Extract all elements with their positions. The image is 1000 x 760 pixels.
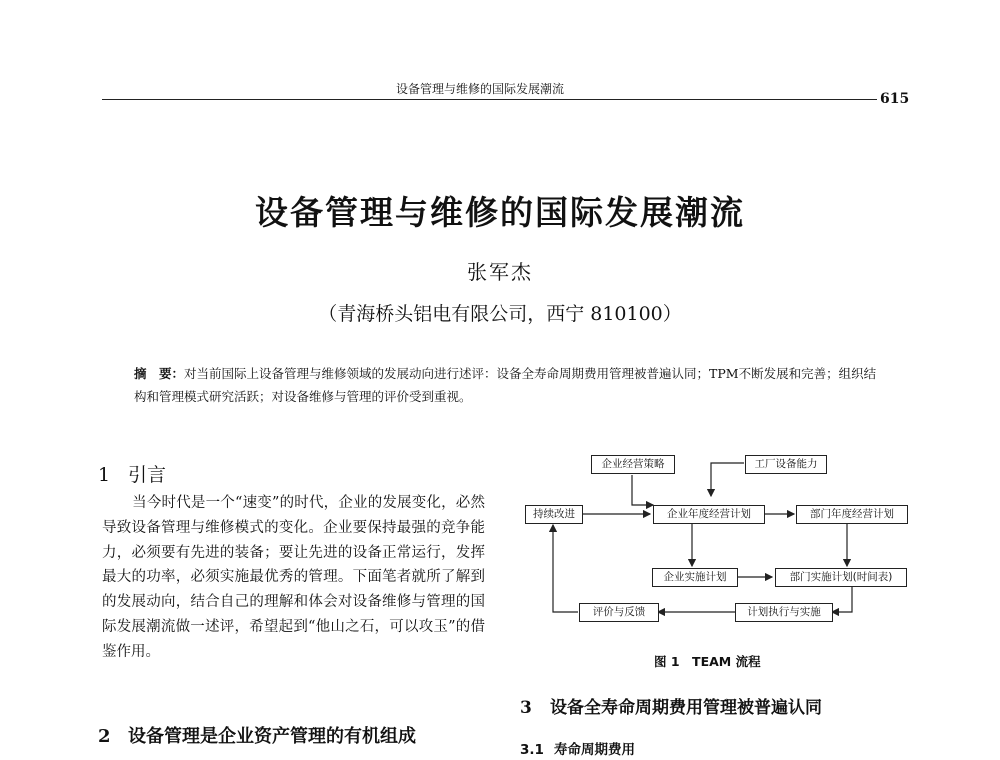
arrow-evaluate-to-improve xyxy=(553,525,578,612)
section-2-number: 2 xyxy=(98,726,111,747)
abstract-label: 摘 要： xyxy=(134,366,185,381)
figure-1-caption: 图 1 TEAM 流程 xyxy=(654,654,761,669)
running-head: 设备管理与维修的国际发展潮流 xyxy=(396,82,565,96)
arrow-strategy-to-annual xyxy=(632,475,653,505)
section-3-number: 3 xyxy=(520,698,532,718)
section-3-heading xyxy=(520,693,822,718)
box-capability: 工厂设备能力 xyxy=(745,455,827,474)
section-3-1-heading xyxy=(520,738,635,758)
arrow-capability-to-annual xyxy=(711,463,744,496)
box-strategy: 企业经营策略 xyxy=(591,455,675,474)
abstract-text: 对当前国际上设备管理与维修领域的发展动向进行述评：设备全寿命周期费用管理被普遍认同；TPM不断发展和完善；组织结构和管理模式研究活跃；对设备维修与管理的评价受到重视。 xyxy=(134,366,877,404)
section-3-1-title: 寿命周期费用 xyxy=(554,742,635,758)
section-1-number: 1 xyxy=(98,464,111,486)
box-annual-plan: 企业年度经营计划 xyxy=(653,505,765,524)
box-improve: 持续改进 xyxy=(525,505,583,524)
section-1-title: 引言 xyxy=(128,464,167,486)
box-evaluate: 评价与反馈 xyxy=(579,603,659,622)
box-dept-impl: 部门实施计划(时间表) xyxy=(775,568,907,587)
arrow-deptimpl-to-execute xyxy=(832,587,852,612)
author: 张军杰 xyxy=(467,260,533,284)
box-impl-plan: 企业实施计划 xyxy=(652,568,738,587)
paper-title: 设备管理与维修的国际发展潮流 xyxy=(255,193,745,232)
section-3-title: 设备全寿命周期费用管理被普遍认同 xyxy=(550,698,822,718)
section-3-1-number: 3.1 xyxy=(520,742,544,758)
page-number: 615 xyxy=(880,91,910,107)
affiliation: （青海桥头铝电有限公司，西宁 810100） xyxy=(318,303,682,325)
box-dept-plan: 部门年度经营计划 xyxy=(796,505,908,524)
section-2-title: 设备管理是企业资产管理的有机组成 xyxy=(128,726,416,747)
section-1-text: 当今时代是一个“速变”的时代，企业的发展变化，必然导致设备管理与维修模式的变化。企业要保持最强的竞争能力，必须要有先进的装备；要让先进的设备正常运行，发挥最大的功率，必须实施最优秀的管理。下面笔者就所了解到的发展动向，结合自己的理解和体会对设备维修与管理的国际发展潮流做一述评，希望起到“他山之石，可以攻玉”的借鉴作用。 xyxy=(102,495,485,660)
box-execute: 计划执行与实施 xyxy=(735,603,833,622)
